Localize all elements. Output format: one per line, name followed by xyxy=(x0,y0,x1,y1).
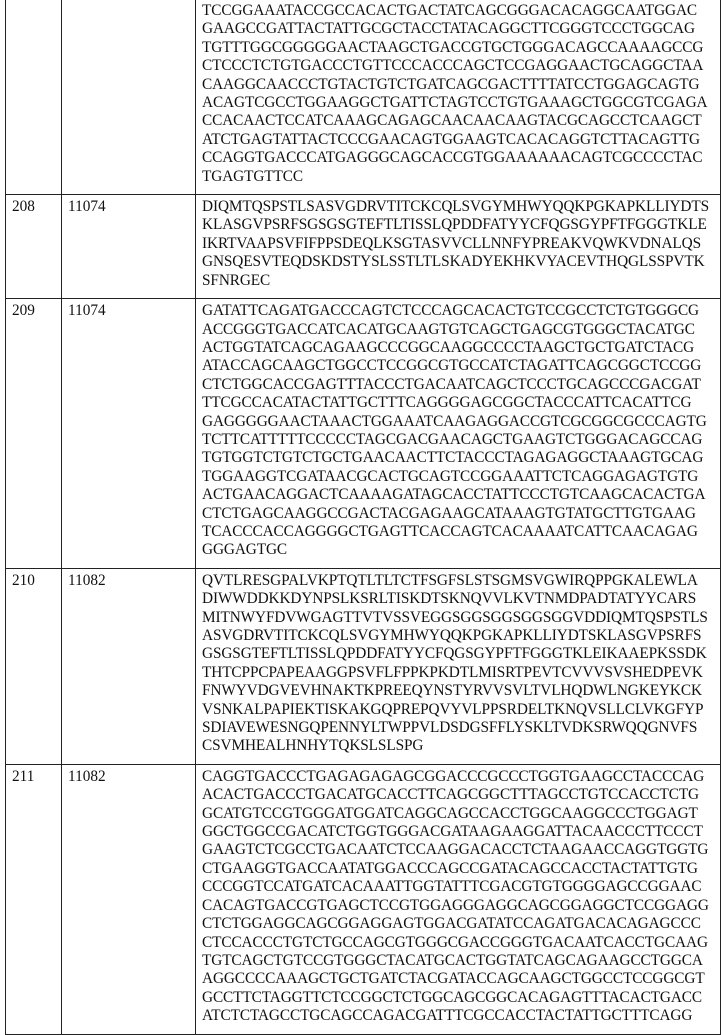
sequence-line: DIWWDDKKDYNPSLKSRLTISKDTSKNQVVLKVTNMDPADTATYYCARS xyxy=(202,590,715,608)
sequence-line: ATACCAGCAAGCTGGCCTCCGGCGTGCCATCTAGATTCAGCGGCTCCGG xyxy=(202,357,715,375)
sequence-line: CTGAAGGTGACCAATATGGACCCAGCCGATACAGCCACCTACTATTGTG xyxy=(202,860,715,878)
sequence-line: GAGGGGGAACTAAACTGGAAATCAAGAGGACCGTCGCGGCGCCCAGTG xyxy=(202,413,715,431)
sequence-line: GNSQESVTEQDSKDSTYSLSSTLTLSKADYEKHKVYACEVTHQGLSSPVTK xyxy=(202,253,715,271)
sequence-line: TCTTCATTTTTCCCCCTAGCGACGAACAGCTGAAGTCTGGGACAGCCAG xyxy=(202,431,715,449)
seq-id-cell: 211 xyxy=(6,764,62,1034)
sequence-line: GAAGCCGATTACTATTGCGCTACCTATACAGGCTTCGGGTCCCTGGCAG xyxy=(202,20,715,38)
sequence-line: THTCPPCPAPEAAGGPSVFLFPPKPKDTLMISRTPEVTCVVVSVSHEDPEVK xyxy=(202,664,715,682)
sequence-cell xyxy=(196,0,721,195)
sequence-line: TGTTTGGCGGGGGAACTAAGCTGACCGTGCTGGGACAGCCAAAAGCCG xyxy=(202,39,715,57)
construct-code-cell: 11074 xyxy=(62,195,196,299)
table-row xyxy=(6,195,721,299)
sequence-line: SFNRGEC xyxy=(202,272,715,290)
sequence-line: GATATTCAGATGACCCAGTCTCCCAGCACACTGTCCGCCTCTGTGGGCG xyxy=(202,302,715,320)
sequence-table-body xyxy=(6,0,721,1034)
sequence-cell xyxy=(196,568,721,764)
seq-id-cell: 209 xyxy=(6,299,62,569)
sequence-line: CCACAACTCCATCAAAGCAGAGCAACAACAAGTACGCAGCCTCAAGCT xyxy=(202,112,715,130)
table-row xyxy=(6,568,721,764)
sequence-line: AGGCCCCAAAGCTGCTGATCTACGATACCAGCAAGCTGGCCTCCGGCGT xyxy=(202,970,715,988)
sequence-line: CCAGGTGACCCATGAGGGCAGCACCGTGGAAAAAACAGTCGCCCCTAC xyxy=(202,149,715,167)
table-row xyxy=(6,0,721,195)
sequence-line: MITNWYFDVWGAGTTVTVSSVEGGSGGSGGSGGSGGVDDIQMTQSPSTLS xyxy=(202,609,715,627)
construct-code-cell: 11074 xyxy=(62,299,196,569)
sequence-line: ACCGGGTGACCATCACATGCAAGTGTCAGCTGAGCGTGGGCTACATGC xyxy=(202,321,715,339)
sequence-line: CSVMHEALHNHYTQKSLSLSPG xyxy=(202,737,715,755)
sequence-line: SDIAVEWESNGQPENNYLTWPPVLDSDGSFFLYSKLTVDKSRWQQGNVFS xyxy=(202,719,715,737)
sequence-line: GSGSGTEFTLTISSLQPDDFATYYCFQGSGYPFTFGGGTKLEIKAAEPKSSDK xyxy=(202,645,715,663)
sequence-line: TGTCAGCTGTCCGTGGGCTACATGCACTGGTATCAGCAGAAGCCTGGCA xyxy=(202,952,715,970)
sequence-line: ACTGGTATCAGCAGAAGCCCGGCAAGGCCCCTAAGCTGCTGATCTACG xyxy=(202,339,715,357)
table-row xyxy=(6,299,721,569)
sequence-line: ATCTGAGTATTACTCCCGAACAGTGGAAGTCACACAGGTCTTACAGTTG xyxy=(202,131,715,149)
sequence-line: VSNKALPAPIEKTISKAKGQPREPQVYVLPPSRDELTKNQVSLLCLVKGFYP xyxy=(202,701,715,719)
sequence-line: DIQMTQSPSTLSASVGDRVTITCKCQLSVGYMHWYQQKPGKAPKLLIYDTS xyxy=(202,198,715,216)
sequence-line: GGGAGTGC xyxy=(202,541,715,559)
sequence-line: CCCGGTCCATGATCACAAATTGGTATTTCGACGTGTGGGGAGCCGGAAC xyxy=(202,878,715,896)
sequence-line: QVTLRESGPALVKPTQTLTLTCTFSGFSLSTSGMSVGWIRQPPGKALEWLA xyxy=(202,572,715,590)
sequence-cell xyxy=(196,299,721,569)
construct-code-cell: 11082 xyxy=(62,764,196,1034)
seq-id-cell: 210 xyxy=(6,568,62,764)
sequence-line: CTCTGGAGGCAGCGGAGGAGTGGACGATATCCAGATGACACAGAGCCC xyxy=(202,915,715,933)
sequence-cell xyxy=(196,195,721,299)
sequence-line: CTCTGGCACCGAGTTTACCCTGACAATCAGCTCCCTGCAGCCCGACGAT xyxy=(202,376,715,394)
sequence-line: CTCTGAGCAAGGCCGACTACGAGAAGCATAAAGTGTATGCTTGTGAAG xyxy=(202,505,715,523)
sequence-line: GCATGTCCGTGGGATGGATCAGGCAGCCACCTGGCAAGGCCCTGGAGT xyxy=(202,805,715,823)
table-row xyxy=(6,764,721,1034)
sequence-line: KLASGVPSRFSGSGSGTEFTLTISSLQPDDFATYYCFQGSGYPFTFGGGTKLE xyxy=(202,216,715,234)
sequence-line: GCCTTCTAGGTTCTCCGGCTCTGGCAGCGGCACAGAGTTTACACTGACC xyxy=(202,989,715,1007)
sequence-line: GAAGTCTCGCCTGACAATCTCCAAGGACACCTCTAAGAACCAGGTGGTG xyxy=(202,841,715,859)
sequence-cell xyxy=(196,764,721,1034)
sequence-line: ACAGTCGCCTGGAAGGCTGATTCTAGTCCTGTGAAAGCTGGCGTCGAGA xyxy=(202,94,715,112)
seq-id-cell: 208 xyxy=(6,195,62,299)
sequence-line: TGTGGTCTGTCTGCTGAACAACTTCTACCCTAGAGAGGCTAAAGTGCAG xyxy=(202,449,715,467)
sequence-line: TCCGGAAATACCGCCACACTGACTATCAGCGGGACACAGGCAATGGAC xyxy=(202,2,715,20)
sequence-line: TTCGCCACATACTATTGCTTTCAGGGGAGCGGCTACCCATTCACATTCG xyxy=(202,394,715,412)
seq-id-cell xyxy=(6,0,62,195)
sequence-line: ACTGAACAGGACTCAAAAGATAGCACCTATTCCCTGTCAAGCACACTGA xyxy=(202,486,715,504)
sequence-line: TGGAAGGTCGATAACGCACTGCAGTCCGGAAATTCTCAGGAGAGTGTG xyxy=(202,468,715,486)
sequence-line: ASVGDRVTITCKCQLSVGYMHWYQQKPGKAPKLLIYDTSKLASGVPSRFS xyxy=(202,627,715,645)
construct-code-cell: 11082 xyxy=(62,568,196,764)
sequence-line: FNWYVDGVEVHNAKTKPREEQYNSTYRVVSVLTVLHQDWLNGKEYKCK xyxy=(202,682,715,700)
sequence-line: TCACCCACCAGGGGCTGAGTTCACCAGTCACAAAATCATTCAACAGAG xyxy=(202,523,715,541)
sequence-line: CAAGGCAACCCTGTACTGTCTGATCAGCGACTTTTATCCTGGAGCAGTG xyxy=(202,76,715,94)
sequence-line: CTCCCTCTGTGACCCTGTTCCCACCCAGCTCCGAGGAACTGCAGGCTAA xyxy=(202,57,715,75)
sequence-line: CTCCACCCTGTCTGCCAGCGTGGGCGACCGGGTGACAATCACCTGCAAG xyxy=(202,934,715,952)
sequence-line: GGCTGGCCGACATCTGGTGGGACGATAAGAAGGATTACAACCCTTCCCT xyxy=(202,823,715,841)
sequence-line: IKRTVAAPSVFIFPPSDEQLKSGTASVVCLLNNFYPREAKVQWKVDNALQS xyxy=(202,235,715,253)
construct-code-cell xyxy=(62,0,196,195)
sequence-table xyxy=(5,0,721,1035)
sequence-line: CACAGTGACCGTGAGCTCCGTGGAGGGAGGCAGCGGAGGCTCCGGAGG xyxy=(202,897,715,915)
sequence-line: TGAGTGTTCC xyxy=(202,168,715,186)
sequence-line: CAGGTGACCCTGAGAGAGAGCGGACCCGCCCTGGTGAAGCCTACCCAG xyxy=(202,768,715,786)
sequence-line: ATCTCTAGCCTGCAGCCAGACGATTTCGCCACCTACTATTGCTTTCAGG xyxy=(202,1007,715,1025)
sequence-line: ACACTGACCCTGACATGCACCTTCAGCGGCTTTAGCCTGTCCACCTCTG xyxy=(202,786,715,804)
